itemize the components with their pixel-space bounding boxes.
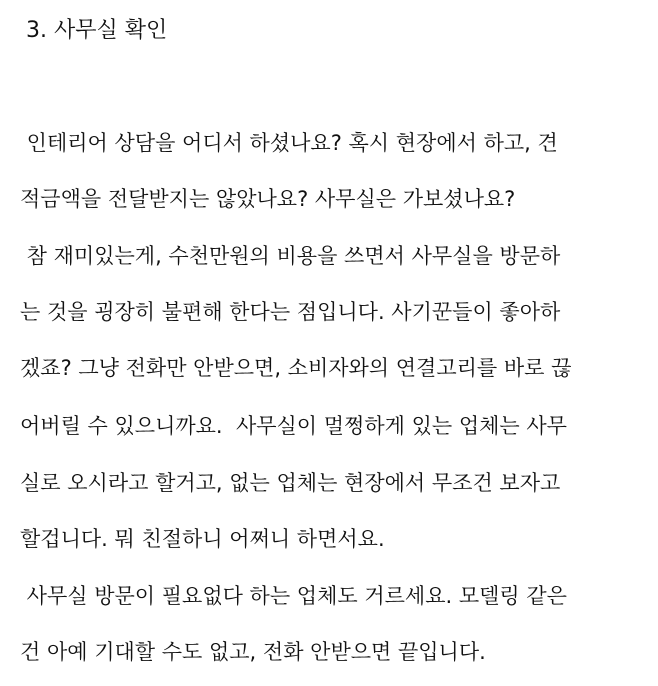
paragraph-line: 실로 오시라고 할거고, 없는 업체는 현장에서 무조건 보자고: [20, 471, 561, 495]
paragraph-line: 겠죠? 그냥 전화만 안받으면, 소비자와의 연결고리를 바로 끊: [20, 356, 572, 380]
paragraph-line: 어버릴 수 있으니까요. 사무실이 멀쩡하게 있는 업체는 사무: [20, 414, 567, 438]
section-heading: 3. 사무실 확인: [26, 18, 168, 43]
paragraph-line: 건 아예 기대할 수도 없고, 전화 안받으면 끝입니다.: [20, 640, 486, 664]
paragraph-line: 참 재미있는게, 수천만원의 비용을 쓰면서 사무실을 방문하: [20, 244, 561, 268]
paragraph-line: 인테리어 상담을 어디서 하셨나요? 혹시 현장에서 하고, 견: [20, 131, 558, 155]
paragraph-line: 는 것을 굉장히 불편해 한다는 점입니다. 사기꾼들이 좋아하: [20, 300, 561, 324]
paragraph-line: 사무실 방문이 필요없다 하는 업체도 거르세요. 모델링 같은: [20, 584, 567, 608]
paragraph-line: 할겁니다. 뭐 친절하니 어쩌니 하면서요.: [20, 527, 385, 551]
paragraph-line: 적금액을 전달받지는 않았나요? 사무실은 가보셨나요?: [20, 187, 516, 211]
